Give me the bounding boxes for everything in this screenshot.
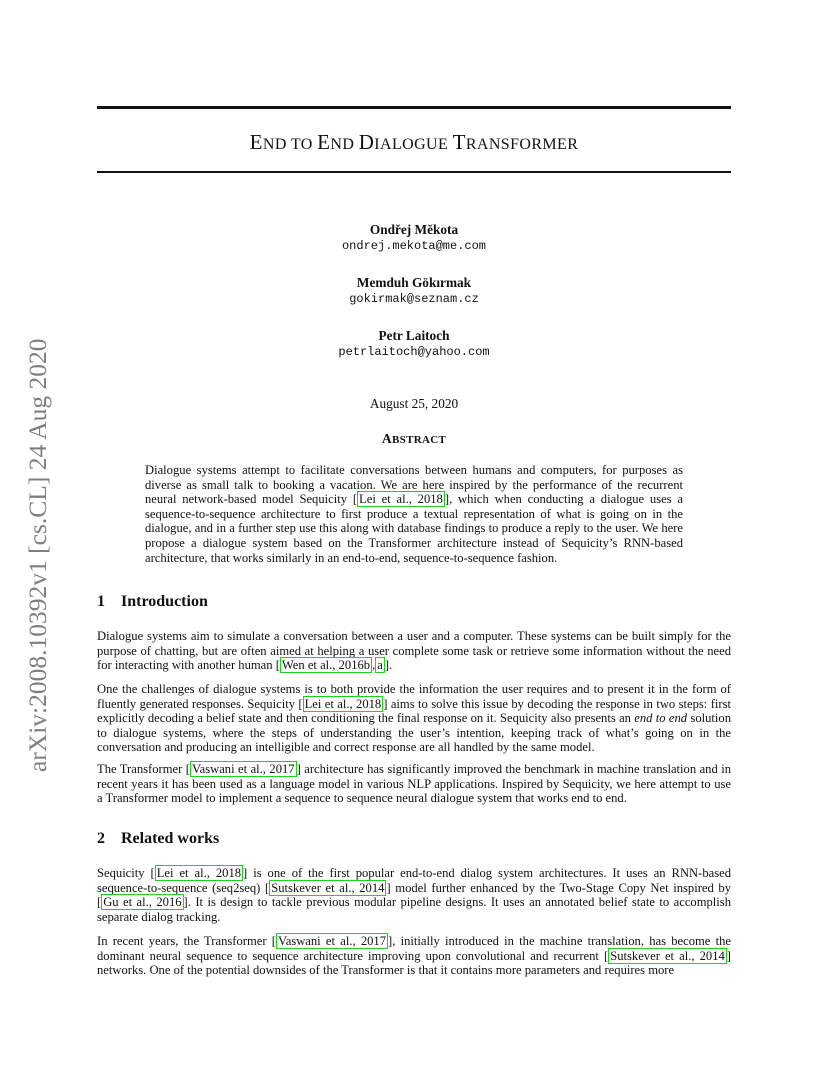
author-block bbox=[97, 274, 731, 307]
citation-link[interactable]: Sutskever et al., 2014 bbox=[610, 948, 725, 963]
section-heading-related-works: 2 Related works bbox=[97, 830, 220, 847]
author-email[interactable]: gokirmak@seznam.cz bbox=[349, 292, 479, 306]
section-heading-introduction: 1 Introduction bbox=[97, 593, 208, 610]
citation-link[interactable]: Gu et al., 2016 bbox=[103, 895, 182, 910]
author-name: Memduh Gökırmak bbox=[356, 275, 472, 290]
title-top-rule bbox=[97, 106, 731, 109]
paragraph: Dialogue systems aim to simulate a conversation between a user and a computer. These systems can be built simply for the purpose of chatting, but are often aimed at helping a user complete some task or retrieve some information without the need for interacting with another human [ Wen et al., 2016b , a ]. bbox=[97, 629, 731, 673]
title-bottom-rule bbox=[97, 171, 731, 173]
paragraph: One the challenges of dialogue systems is to both provide the information the user requires and to present it in the form of fluently generated responses. Sequicity [ Lei et al., 2018 ] aims to solve this issue by decoding the response in two steps: first explicitly decoding a belief state and then conditioning the final response on it. Sequicity also presents an end to end solution to dialogue systems, where the steps of understanding the user’s intention, keeping track of what’s going on in the conversation and producing an intelligible and correct response are all handled by the same model. bbox=[97, 682, 731, 755]
author-block bbox=[97, 221, 731, 254]
author-email[interactable]: petrlaitoch@yahoo.com bbox=[338, 345, 490, 359]
paragraph: The Transformer [ Vaswani et al., 2017 ] architecture has significantly improved the benchmark in machine translation and in recent years it has been used as a language model in various NLP applications. Inspired by Sequicity, we here attempt to use a Transformer model to implement a sequence to sequence neural dialogue system that works end to end. bbox=[97, 762, 731, 806]
citation-link[interactable]: a bbox=[377, 658, 383, 673]
paper-title: END TO END DIALOGUE TRANSFORMER bbox=[249, 130, 579, 154]
paragraph: In recent years, the Transformer [ Vaswani et al., 2017 ], initially introduced in the machine translation, has become the dominant neural sequence to sequence architecture improving upon convolutional and recurrent [ Sutskever et al., 2014 ] networks. One of the potential downsides of the Transformer is that it contains more parameters and requires more bbox=[97, 934, 731, 978]
arxiv-stamp: arXiv:2008.10392v1 [cs.CL] 24 Aug 2020 bbox=[23, 338, 52, 772]
author-name: Petr Laitoch bbox=[378, 328, 450, 343]
citation-link[interactable]: Wen et al., 2016b bbox=[281, 658, 371, 673]
citation-link[interactable]: Lei et al., 2018 bbox=[156, 866, 242, 880]
citation-link[interactable]: Vaswani et al., 2017 bbox=[278, 934, 387, 948]
paper-date: August 25, 2020 bbox=[369, 396, 459, 411]
citation-link[interactable]: Vaswani et al., 2017 bbox=[191, 762, 295, 776]
abstract-text: Dialogue systems attempt to facilitate conversations between humans and computers, for purposes as diverse as small talk to booking a vacation. We are here inspired by the performance of the recurrent neural network-based model Sequicity [ Lei et al., 2018 ], which when conducting a dialogue uses a sequence-to-sequence architecture to first produce a textual representation of what is going on in the dialogue, and in a further step use this along with database findings to produce a reply to the user. We here propose a dialogue system based on the Transformer architecture instead of Sequicity’s RNN-based architecture, that works similarly in an end-to-end, sequence-to-sequence fashion. bbox=[145, 463, 684, 565]
author-name: Ondřej Měkota bbox=[369, 222, 459, 237]
citation-link[interactable]: Lei et al., 2018 bbox=[359, 492, 443, 507]
paragraph: Sequicity [ Lei et al., 2018 ] is one of the first popular end-to-end dialog system architectures. It uses an RNN-based sequence-to-sequence (seq2seq) [ Sutskever et al., 2014 ] model further enhanced by the Two-Stage Copy Net inspired by [ Gu et al., 2016 ]. It is design to tackle previous modular pipeline designs. It uses an annotated belief state to accomplish separate dialog tracking. bbox=[97, 866, 731, 924]
abstract-heading: ABSTRACT bbox=[381, 431, 447, 446]
citation-link[interactable]: Sutskever et al., 2014 bbox=[271, 880, 385, 895]
citation-link[interactable]: Lei et al., 2018 bbox=[304, 696, 382, 711]
author-block bbox=[97, 327, 731, 360]
author-email[interactable]: ondrej.mekota@me.com bbox=[341, 239, 487, 253]
